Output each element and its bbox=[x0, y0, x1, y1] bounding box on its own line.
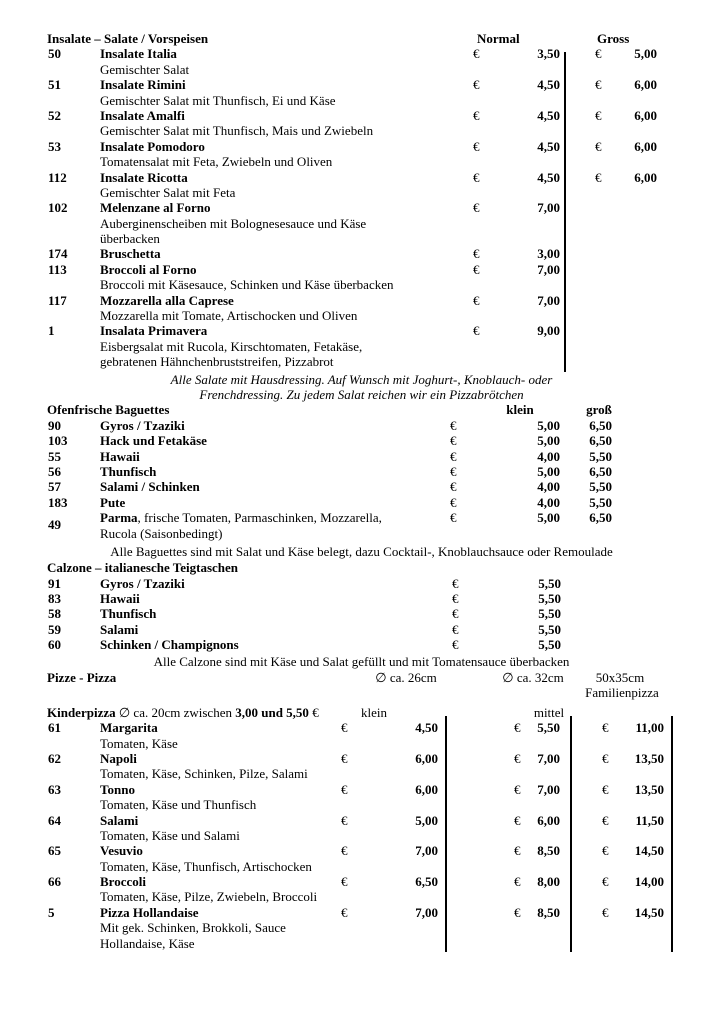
pizza-section-title: Pizze - Pizza bbox=[47, 670, 117, 686]
euro-sign: € bbox=[341, 843, 348, 859]
menu-content bbox=[0, 31, 723, 951]
euro-sign: € bbox=[450, 417, 457, 433]
euro-sign: € bbox=[450, 433, 457, 449]
item-description-row bbox=[0, 936, 723, 951]
pizza-divider-line-klein bbox=[445, 716, 447, 952]
item-name: Insalate Amalfi bbox=[100, 107, 185, 123]
item-name: Hawaii bbox=[100, 448, 140, 464]
price-mittel: 7,00 bbox=[537, 750, 560, 766]
calzone-section-header bbox=[0, 560, 723, 575]
euro-sign: € bbox=[450, 494, 457, 510]
item-description: Gemischter Salat mit Thunfisch, Ei und Käse bbox=[100, 92, 336, 108]
euro-sign: € bbox=[452, 575, 459, 591]
euro-sign: € bbox=[514, 843, 521, 859]
pizza-section-header bbox=[0, 670, 723, 685]
price-price: 5,50 bbox=[538, 637, 561, 653]
price-price: 5,50 bbox=[538, 621, 561, 637]
item-description: Mozzarella mit Tomate, Artischocken und Oliven bbox=[100, 308, 358, 324]
baguettes-column-klein: klein bbox=[506, 402, 534, 418]
insalate-item-50 bbox=[0, 46, 723, 77]
kinderpizza-label bbox=[47, 705, 319, 720]
euro-sign: € bbox=[473, 46, 480, 62]
euro-sign: € bbox=[602, 812, 609, 828]
euro-sign: € bbox=[450, 463, 457, 479]
calzone-item-60 bbox=[0, 637, 723, 652]
item-name: Vesuvio bbox=[100, 843, 143, 859]
calzone-item-58 bbox=[0, 606, 723, 621]
item-name bbox=[100, 510, 382, 525]
item-number: 5 bbox=[48, 904, 55, 920]
price-normal: 9,00 bbox=[537, 323, 560, 339]
euro-sign: € bbox=[452, 591, 459, 607]
pizza-item-63 bbox=[0, 782, 723, 813]
price-normal: 7,00 bbox=[537, 200, 560, 216]
item-description-row bbox=[0, 62, 723, 77]
item-description: gebratenen Hähnchenbruststreifen, Pizzabrot bbox=[100, 354, 334, 370]
item-name: Salami bbox=[100, 812, 139, 828]
item-description: Gemischter Salat mit Feta bbox=[100, 184, 236, 200]
item-name: Tonno bbox=[100, 781, 135, 797]
item-description-row bbox=[0, 154, 723, 169]
euro-sign: € bbox=[450, 448, 457, 464]
euro-sign: € bbox=[473, 169, 480, 185]
pizza-item-66 bbox=[0, 874, 723, 905]
euro-sign: € bbox=[514, 904, 521, 920]
euro-sign: € bbox=[473, 246, 480, 262]
item-description-row bbox=[0, 920, 723, 935]
item-number: 49 bbox=[48, 517, 61, 533]
item-description-row bbox=[0, 828, 723, 843]
price-gross: 5,50 bbox=[589, 479, 612, 495]
item-main-row bbox=[0, 108, 723, 123]
item-name: Insalate Italia bbox=[100, 46, 177, 62]
euro-sign: € bbox=[514, 874, 521, 890]
item-name: Salami bbox=[100, 621, 139, 637]
item-description: Tomaten, Käse, Pilze, Zwiebeln, Broccoli bbox=[100, 889, 318, 905]
item-name-rest: , frische Tomaten, Parmaschinken, Mozzarella, bbox=[137, 510, 382, 526]
price-gross: 6,50 bbox=[589, 510, 612, 526]
item-description-row bbox=[0, 736, 723, 751]
item-name: Bruschetta bbox=[100, 246, 161, 262]
item-name: Schinken / Champignons bbox=[100, 637, 239, 653]
price-normal: 4,50 bbox=[537, 169, 560, 185]
price-klein: 4,50 bbox=[415, 720, 438, 736]
item-main-row bbox=[0, 576, 723, 591]
pizza-column-26cm: ∅ ca. 26cm bbox=[375, 670, 437, 686]
price-gross: 6,00 bbox=[634, 77, 657, 93]
item-number: 64 bbox=[48, 812, 61, 828]
euro-sign: € bbox=[341, 904, 348, 920]
item-description-row bbox=[0, 308, 723, 323]
item-description: Tomaten, Käse, Thunfisch, Artischocken bbox=[100, 858, 312, 874]
price-normal: 3,00 bbox=[537, 246, 560, 262]
euro-sign: € bbox=[452, 637, 459, 653]
price-klein: 5,00 bbox=[537, 417, 560, 433]
calzone-section-title: Calzone – italianesche Teigtaschen bbox=[47, 560, 239, 576]
euro-sign: € bbox=[514, 720, 521, 736]
price-gross: 6,50 bbox=[589, 417, 612, 433]
price-normal: 7,00 bbox=[537, 292, 560, 308]
item-name: Insalate Ricotta bbox=[100, 169, 188, 185]
insalate-item-51 bbox=[0, 77, 723, 108]
calzone-item-91 bbox=[0, 576, 723, 591]
euro-sign: € bbox=[452, 621, 459, 637]
item-name: Gyros / Tzaziki bbox=[100, 575, 185, 591]
price-gross: 6,50 bbox=[589, 433, 612, 449]
euro-sign: € bbox=[473, 107, 480, 123]
item-number: 90 bbox=[48, 417, 61, 433]
insalate-section-title: Insalate – Salate / Vorspeisen bbox=[47, 31, 209, 46]
price-mittel: 8,50 bbox=[537, 843, 560, 859]
item-name: Melenzane al Forno bbox=[100, 200, 211, 216]
item-description-row bbox=[0, 797, 723, 812]
price-klein: 6,00 bbox=[415, 781, 438, 797]
item-name: Insalate Pomodoro bbox=[100, 138, 205, 154]
baguettes-item-57 bbox=[0, 479, 723, 494]
item-number: 59 bbox=[48, 621, 61, 637]
item-name: Margarita bbox=[100, 720, 158, 736]
insalate-item-1 bbox=[0, 323, 723, 369]
item-description: Tomaten, Käse bbox=[100, 735, 178, 751]
baguettes-section-header bbox=[0, 402, 723, 417]
price-mittel: 5,50 bbox=[537, 720, 560, 736]
item-main-row bbox=[0, 139, 723, 154]
item-number: 117 bbox=[48, 292, 67, 308]
calzone-items bbox=[0, 576, 723, 653]
calzone-note: Alle Calzone sind mit Käse und Salat gefüllt und mit Tomatensauce überbacken bbox=[153, 653, 570, 669]
item-main-row bbox=[0, 449, 723, 464]
pizza-column-32cm: ∅ ca. 32cm bbox=[502, 670, 564, 686]
item-name: Thunfisch bbox=[100, 463, 157, 479]
price-klein: 7,00 bbox=[415, 843, 438, 859]
euro-sign: € bbox=[514, 750, 521, 766]
item-description: Tomaten, Käse und Salami bbox=[100, 827, 240, 843]
item-name: Insalata Primavera bbox=[100, 323, 208, 339]
euro-sign: € bbox=[473, 138, 480, 154]
item-number: 174 bbox=[48, 246, 68, 262]
price-normal: 3,50 bbox=[537, 46, 560, 62]
euro-sign: € bbox=[473, 77, 480, 93]
item-description-row bbox=[0, 185, 723, 200]
item-description: Tomatensalat mit Feta, Zwiebeln und Oliven bbox=[100, 154, 333, 170]
euro-sign: € bbox=[602, 904, 609, 920]
item-description: Auberginenscheiben mit Bolognesesauce und Käse bbox=[100, 215, 367, 231]
pizza-divider-line-familie bbox=[671, 716, 673, 952]
item-description-row bbox=[0, 123, 723, 138]
euro-sign: € bbox=[514, 781, 521, 797]
baguettes-section-title: Ofenfrische Baguettes bbox=[47, 402, 170, 418]
price-familie: 14,50 bbox=[634, 904, 664, 920]
baguettes-item-103 bbox=[0, 433, 723, 448]
insalate-column-normal: Normal bbox=[477, 31, 520, 46]
item-main-row bbox=[0, 720, 723, 735]
item-main-row bbox=[0, 591, 723, 606]
insalate-section-header bbox=[0, 31, 723, 46]
price-klein: 4,00 bbox=[537, 479, 560, 495]
item-main-row bbox=[0, 464, 723, 479]
price-gross: 5,50 bbox=[589, 448, 612, 464]
baguettes-item-56 bbox=[0, 464, 723, 479]
item-name-line2: Rucola (Saisonbedingt) bbox=[100, 525, 223, 541]
item-main-row bbox=[0, 813, 723, 828]
item-name: Pizza Hollandaise bbox=[100, 904, 199, 920]
euro-sign: € bbox=[450, 479, 457, 495]
euro-sign: € bbox=[341, 720, 348, 736]
item-number: 63 bbox=[48, 781, 61, 797]
item-description: Gemischter Salat mit Thunfisch, Mais und Zwiebeln bbox=[100, 123, 374, 139]
baguettes-note: Alle Baguettes sind mit Salat und Käse belegt, dazu Cocktail-, Knoblauchsauce oder Remoulade bbox=[110, 543, 613, 559]
price-klein: 5,00 bbox=[537, 433, 560, 449]
item-main-row bbox=[0, 479, 723, 494]
item-description-row bbox=[0, 766, 723, 781]
price-familie: 11,00 bbox=[635, 720, 664, 736]
euro-sign: € bbox=[595, 169, 602, 185]
price-mittel: 7,00 bbox=[537, 781, 560, 797]
price-gross: 5,50 bbox=[589, 494, 612, 510]
price-price: 5,50 bbox=[538, 575, 561, 591]
item-number: 61 bbox=[48, 720, 61, 736]
kinderpizza-label-mid: ∅ ca. 20cm zwischen bbox=[115, 704, 236, 720]
item-main-row bbox=[0, 262, 723, 277]
euro-sign: € bbox=[473, 292, 480, 308]
item-number: 53 bbox=[48, 138, 61, 154]
calzone-item-59 bbox=[0, 622, 723, 637]
item-name: Gyros / Tzaziki bbox=[100, 417, 185, 433]
euro-sign: € bbox=[452, 606, 459, 622]
euro-sign: € bbox=[595, 138, 602, 154]
baguettes-items bbox=[0, 418, 723, 541]
pizza-subcolumn-mittel: mittel bbox=[533, 704, 565, 720]
item-number: 56 bbox=[48, 463, 61, 479]
price-normal: 7,00 bbox=[537, 261, 560, 277]
insalate-item-102 bbox=[0, 200, 723, 246]
baguettes-column-gross: groß bbox=[586, 402, 612, 418]
price-familie: 14,50 bbox=[634, 843, 664, 859]
price-mittel: 8,50 bbox=[537, 904, 560, 920]
pizza-item-61 bbox=[0, 720, 723, 751]
item-number: 55 bbox=[48, 448, 61, 464]
item-main-row bbox=[0, 905, 723, 920]
price-normal: 4,50 bbox=[537, 77, 560, 93]
pizza-column-familienpizza: Familienpizza bbox=[585, 685, 659, 701]
item-main-row bbox=[0, 843, 723, 858]
baguettes-item-183 bbox=[0, 495, 723, 510]
item-number: 62 bbox=[48, 750, 61, 766]
item-description-row bbox=[0, 859, 723, 874]
kinderpizza-row bbox=[0, 705, 723, 720]
item-main-row bbox=[0, 246, 723, 261]
insalate-item-112 bbox=[0, 170, 723, 201]
kinderpizza-label-bold: Kinderpizza bbox=[47, 704, 116, 720]
item-number: 52 bbox=[48, 107, 61, 123]
calzone-item-83 bbox=[0, 591, 723, 606]
item-main-row bbox=[0, 637, 723, 652]
price-klein: 5,00 bbox=[415, 812, 438, 828]
price-mittel: 6,00 bbox=[537, 812, 560, 828]
baguettes-item-49 bbox=[0, 510, 723, 541]
item-description: Broccoli mit Käsesauce, Schinken und Käse überbacken bbox=[100, 277, 394, 293]
item-number: 103 bbox=[48, 433, 68, 449]
euro-sign: € bbox=[602, 843, 609, 859]
euro-sign: € bbox=[450, 510, 457, 526]
item-description: Tomaten, Käse, Schinken, Pilze, Salami bbox=[100, 766, 308, 782]
pizza-divider-line-mittel bbox=[570, 716, 572, 952]
item-number: 183 bbox=[48, 494, 68, 510]
item-description: Hollandaise, Käse bbox=[100, 935, 195, 951]
item-description-row bbox=[0, 354, 723, 369]
insalate-item-117 bbox=[0, 293, 723, 324]
item-name: Napoli bbox=[100, 750, 137, 766]
price-price: 5,50 bbox=[538, 606, 561, 622]
item-main-row bbox=[0, 751, 723, 766]
euro-sign: € bbox=[473, 261, 480, 277]
item-description: Mit gek. Schinken, Brokkoli, Sauce bbox=[100, 920, 286, 936]
item-name: Salami / Schinken bbox=[100, 479, 200, 495]
pizza-item-65 bbox=[0, 843, 723, 874]
item-number: 113 bbox=[48, 261, 67, 277]
pizza-item-62 bbox=[0, 751, 723, 782]
price-klein: 5,00 bbox=[537, 463, 560, 479]
price-klein: 6,50 bbox=[415, 874, 438, 890]
item-number: 112 bbox=[48, 169, 67, 185]
item-name: Broccoli al Forno bbox=[100, 261, 197, 277]
euro-sign: € bbox=[341, 812, 348, 828]
insalate-item-53 bbox=[0, 139, 723, 170]
item-name: Insalate Rimini bbox=[100, 77, 186, 93]
item-name-row2 bbox=[0, 526, 723, 541]
price-gross: 5,00 bbox=[634, 46, 657, 62]
item-name: Hack und Fetakäse bbox=[100, 433, 207, 449]
price-gross: 6,00 bbox=[634, 169, 657, 185]
euro-sign: € bbox=[602, 781, 609, 797]
item-description: überbacken bbox=[100, 231, 160, 247]
price-price: 5,50 bbox=[538, 591, 561, 607]
item-description-row bbox=[0, 231, 723, 246]
euro-sign: € bbox=[473, 323, 480, 339]
item-main-row bbox=[0, 606, 723, 621]
kinderpizza-price-range: 3,00 und 5,50 bbox=[235, 704, 309, 720]
item-description: Gemischter Salat bbox=[100, 61, 190, 77]
item-number: 58 bbox=[48, 606, 61, 622]
item-number: 83 bbox=[48, 591, 61, 607]
item-main-row bbox=[0, 170, 723, 185]
item-name-bold: Parma bbox=[100, 510, 138, 526]
item-main-row bbox=[0, 874, 723, 889]
item-main-row bbox=[0, 77, 723, 92]
insalate-price-divider-line bbox=[564, 52, 566, 372]
item-description-row bbox=[0, 93, 723, 108]
item-main-row bbox=[0, 495, 723, 510]
pizza-column-50x35: 50x35cm bbox=[595, 670, 645, 686]
kinderpizza-currency: € bbox=[308, 704, 319, 720]
pizza-item-64 bbox=[0, 813, 723, 844]
pizza-header-line2 bbox=[0, 685, 723, 700]
insalate-column-gross: Gross bbox=[597, 31, 630, 46]
price-gross: 6,00 bbox=[634, 138, 657, 154]
euro-sign: € bbox=[602, 750, 609, 766]
item-name: Hawaii bbox=[100, 591, 140, 607]
item-number: 51 bbox=[48, 77, 61, 93]
insalate-item-174 bbox=[0, 246, 723, 261]
price-klein: 6,00 bbox=[415, 750, 438, 766]
item-main-row bbox=[0, 622, 723, 637]
item-number: 1 bbox=[48, 323, 55, 339]
pizza-items bbox=[0, 720, 723, 951]
price-normal: 4,50 bbox=[537, 107, 560, 123]
item-main-row bbox=[0, 323, 723, 338]
euro-sign: € bbox=[595, 77, 602, 93]
insalate-item-113 bbox=[0, 262, 723, 293]
item-description: Tomaten, Käse und Thunfisch bbox=[100, 797, 257, 813]
item-main-row bbox=[0, 46, 723, 61]
item-main-row bbox=[0, 782, 723, 797]
price-familie: 13,50 bbox=[634, 750, 664, 766]
item-main-row bbox=[0, 293, 723, 308]
price-familie: 11,50 bbox=[635, 812, 664, 828]
item-name: Pute bbox=[100, 494, 126, 510]
euro-sign: € bbox=[595, 107, 602, 123]
price-mittel: 8,00 bbox=[537, 874, 560, 890]
item-number: 65 bbox=[48, 843, 61, 859]
euro-sign: € bbox=[514, 812, 521, 828]
item-number: 102 bbox=[48, 200, 68, 216]
item-number: 57 bbox=[48, 479, 61, 495]
price-klein: 7,00 bbox=[415, 904, 438, 920]
item-description-row bbox=[0, 216, 723, 231]
euro-sign: € bbox=[341, 750, 348, 766]
euro-sign: € bbox=[341, 874, 348, 890]
euro-sign: € bbox=[341, 781, 348, 797]
price-normal: 4,50 bbox=[537, 138, 560, 154]
item-main-row bbox=[0, 200, 723, 215]
item-number: 91 bbox=[48, 575, 61, 591]
item-name: Broccoli bbox=[100, 874, 146, 890]
item-name: Thunfisch bbox=[100, 606, 157, 622]
price-klein: 5,00 bbox=[537, 510, 560, 526]
item-number: 66 bbox=[48, 874, 61, 890]
pizza-item-5 bbox=[0, 905, 723, 951]
euro-sign: € bbox=[473, 200, 480, 216]
pizza-subcolumn-klein: klein bbox=[361, 704, 387, 720]
item-number: 50 bbox=[48, 46, 61, 62]
item-main-row bbox=[0, 433, 723, 448]
price-familie: 13,50 bbox=[634, 781, 664, 797]
price-gross: 6,50 bbox=[589, 463, 612, 479]
item-description-row bbox=[0, 339, 723, 354]
item-description-row bbox=[0, 889, 723, 904]
baguettes-item-55 bbox=[0, 449, 723, 464]
item-number: 60 bbox=[48, 637, 61, 653]
price-klein: 4,00 bbox=[537, 494, 560, 510]
salad-note-line1: Alle Salate mit Hausdressing. Auf Wunsch mit Joghurt-, Knoblauch- oder bbox=[170, 371, 553, 387]
insalate-items bbox=[0, 46, 723, 369]
baguettes-item-90 bbox=[0, 418, 723, 433]
item-description-row bbox=[0, 277, 723, 292]
item-name: Mozzarella alla Caprese bbox=[100, 292, 234, 308]
salad-note-line2: Frenchdressing. Zu jedem Salat reichen wir ein Pizzabrötchen bbox=[199, 386, 524, 402]
price-familie: 14,00 bbox=[634, 874, 664, 890]
euro-sign: € bbox=[595, 46, 602, 62]
price-klein: 4,00 bbox=[537, 448, 560, 464]
euro-sign: € bbox=[602, 720, 609, 736]
euro-sign: € bbox=[602, 874, 609, 890]
item-description: Eisbergsalat mit Rucola, Kirschtomaten, Fetakäse, bbox=[100, 338, 363, 354]
price-gross: 6,00 bbox=[634, 107, 657, 123]
item-main-row bbox=[0, 418, 723, 433]
insalate-item-52 bbox=[0, 108, 723, 139]
